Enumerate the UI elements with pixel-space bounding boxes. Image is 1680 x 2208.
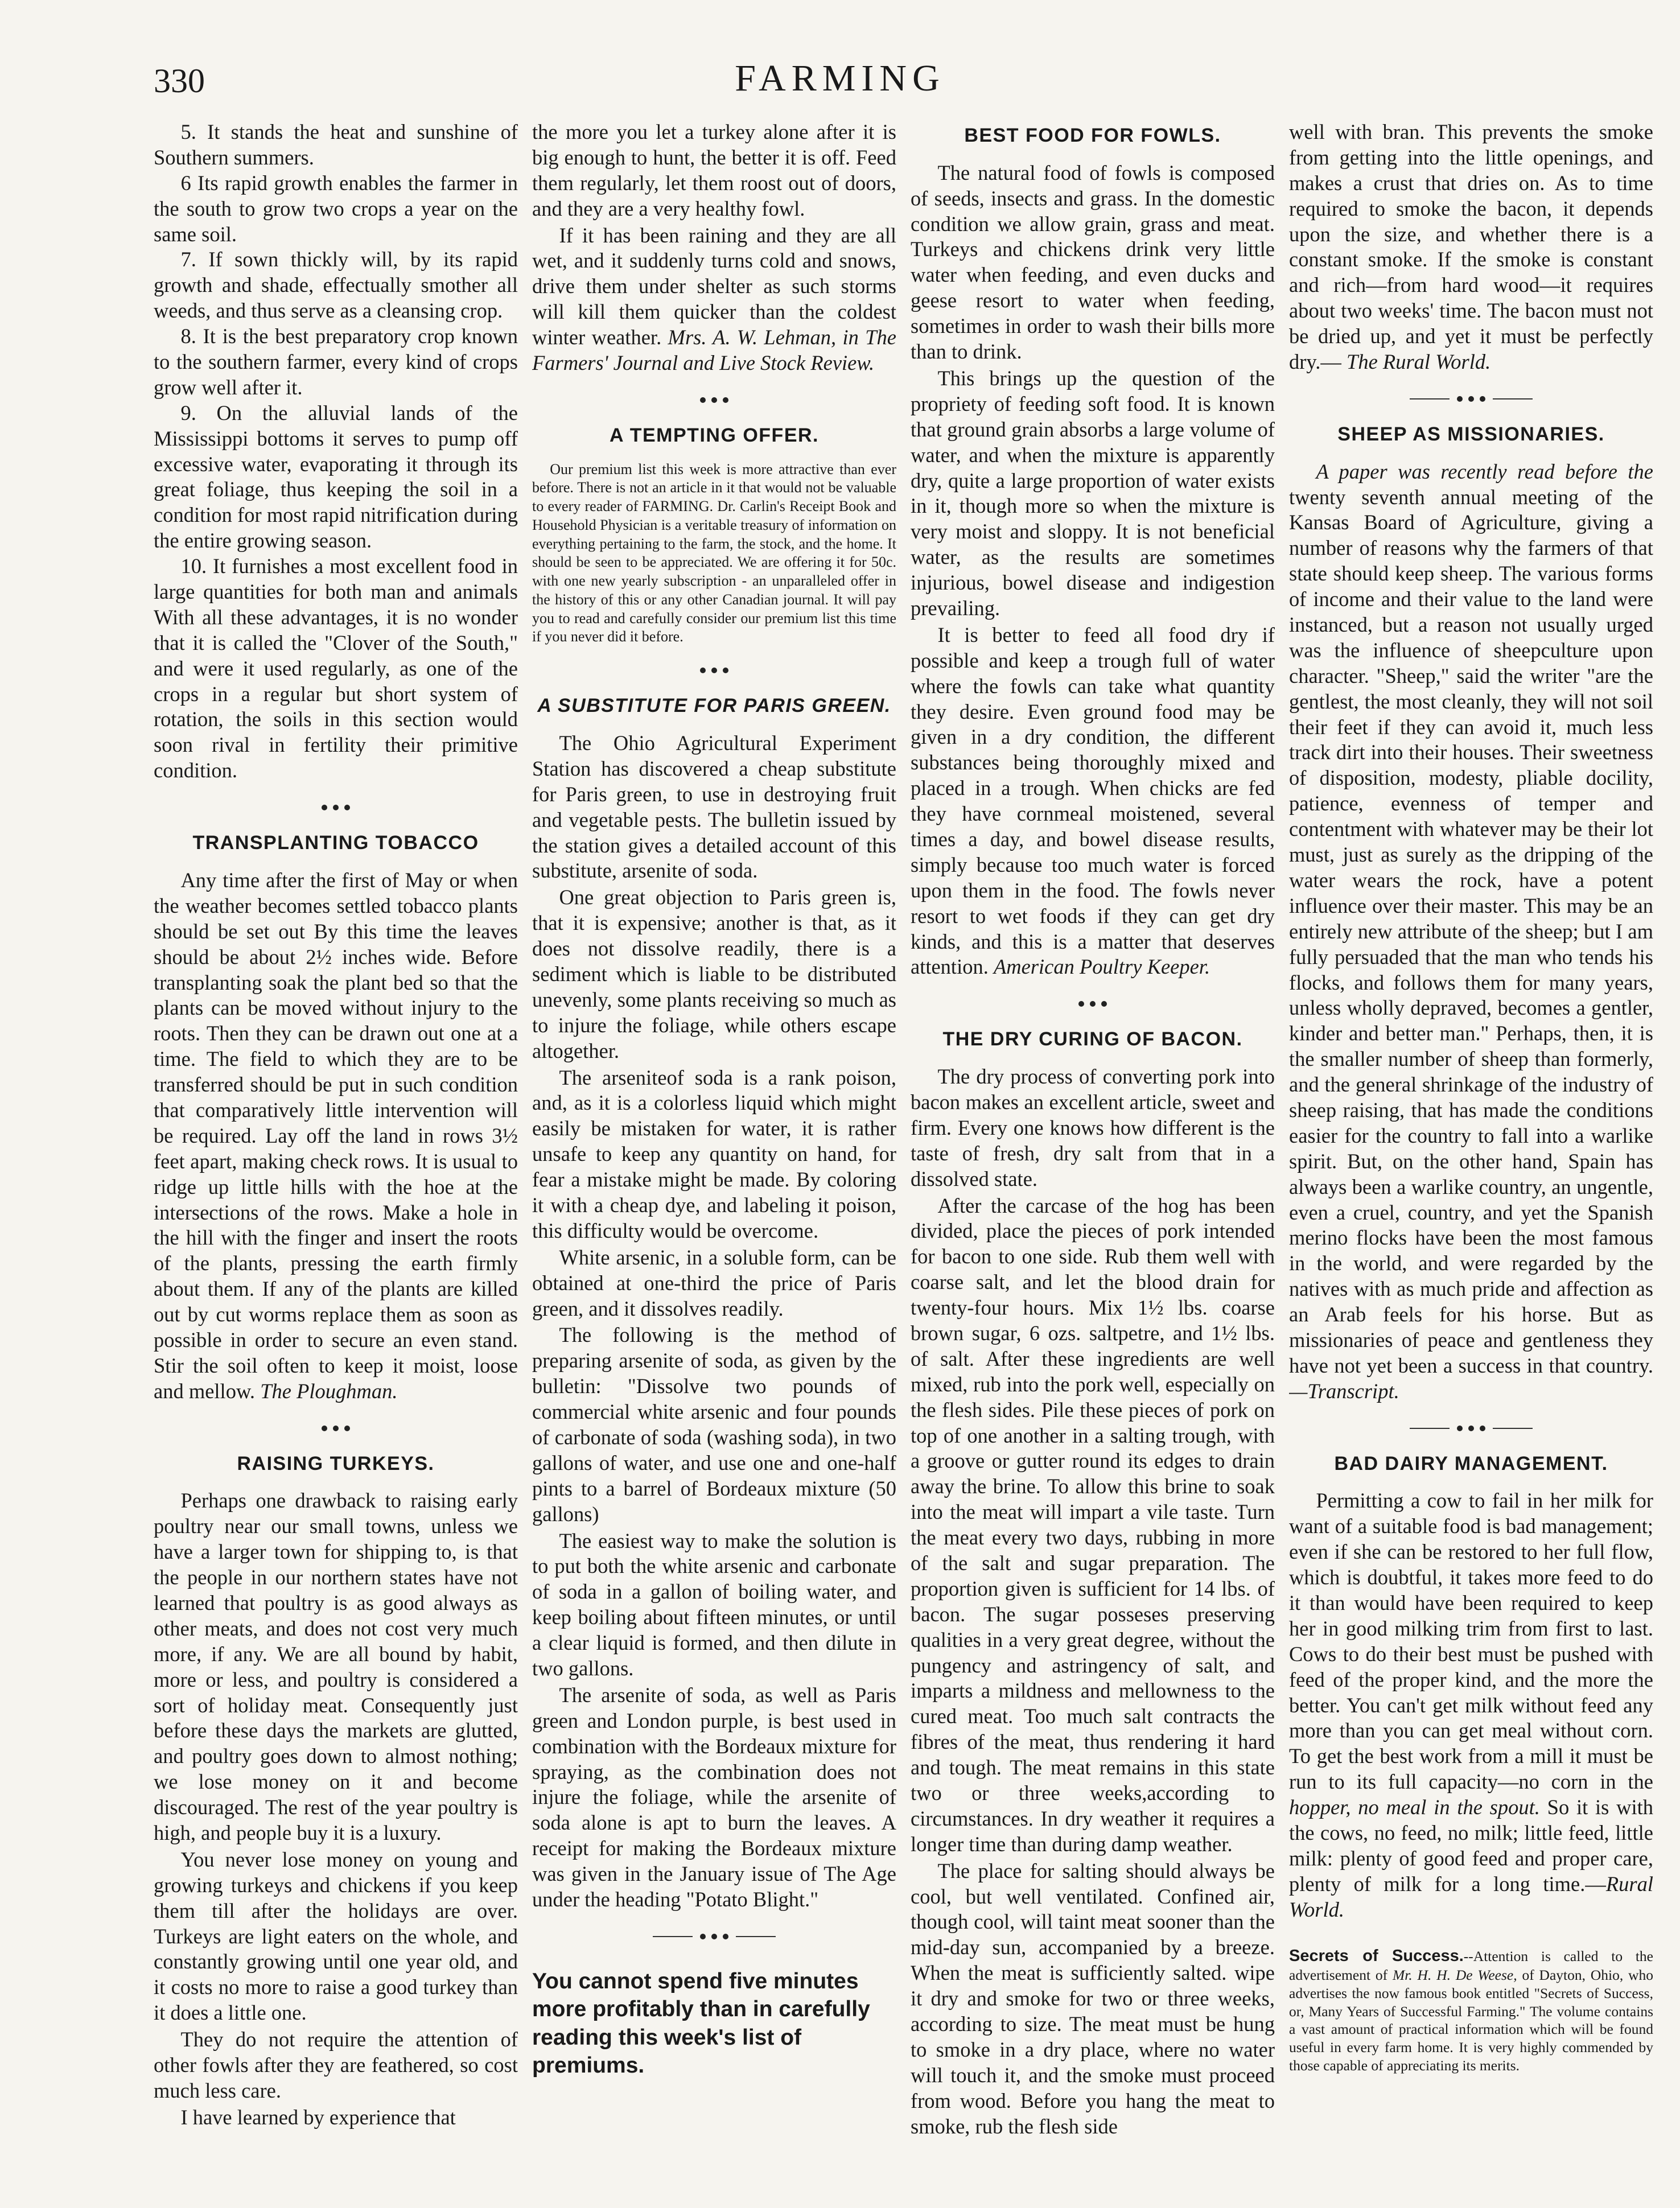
list-item: 6 Its rapid growth enables the farmer in the south to grow two crops a year on the same soil. xyxy=(154,171,518,246)
article-paragraph: The arseniteof soda is a rank poison, and, as it is a colorless liquid which might easily be mistaken for water, it is rather unsafe to keep any quantity on hand, for fear a mistake might be made. By coloring it with a cheap dye, and labeling it poison, this difficulty would be overcome. xyxy=(532,1065,896,1242)
secrets-of-success-note xyxy=(1289,1946,1653,2075)
article-credit: Rural World. xyxy=(1289,1872,1653,1921)
page-number: 330 xyxy=(154,62,205,100)
section-separator xyxy=(532,660,896,678)
column-3 xyxy=(911,120,1275,2162)
article-text: Any time after the first of May or when the weather becomes settled tobacco plants should be set out By this time the leaves should be about 2½ inches wide. Before transplanting soak the plant bed so that the plants can be moved without injury to the roots. Then they can be drawn out one at a time. The field to which they are to be transferred should be put in such condition that comparatively little intervention will be required. Lay off the land in rows 3½ feet apart, making check rows. It is usual to ridge up little hills with the hoe at the intersections of the rows. Make a hole in the hill with the finger and insert the roots of the plants, pressing the earth firmly about them. If any of the plants are killed out by cut worms replace them as soon as possible in order to secure an even stand. Stir the soil often to keep it moist, loose and mellow. xyxy=(154,868,518,1403)
note-lead: Secrets of Success. xyxy=(1289,1946,1464,1965)
article-paragraph xyxy=(1289,120,1653,375)
article-paragraph: They do not require the attention of other fowls after they are feathered, so cost much less care. xyxy=(154,2028,518,2102)
section-separator xyxy=(154,1418,518,1436)
article-intro: A paper was recently read before the xyxy=(1316,459,1653,483)
article-paragraph: This brings up the question of the propriety of feeding soft food. It is known that ground grain absorbs a large volume of water, and when the mixture is apparently dry, quite a large proportion of water exists in it, though more so when the mixture is very moist and sloppy. It is not beneficial water, as the results are sometimes injurious, bowel disease and indigestion prevailing. xyxy=(911,366,1275,620)
page-header xyxy=(0,0,1680,114)
article-text: twenty seventh annual meeting of the Kansas Board of Agriculture, giving a number of reasons why the farmers of that state should keep sheep. The various forms of income and their value to the land were instanced, but a reason not usually urged was the influence of sheepculture upon character. "Sheep," said the writer "are the gentlest, the most cleanly, they will not soil their feet if they can avoid it, much less track dirt into their houses. Their sweetness of disposition, modesty, pliable docility, patience, evenness of temper and contentment with whatever may be their lot must, just as surely as the dripping of the water wears the rock, have a potent influence over their master. This may be an entirely new attribute of the sheep; but I am fully persuaded that the man who tends his flocks, and follows them for many years, unless wholly depraved, becomes a gentler, kinder and better man." Perhaps, then, it is the smaller number of sheep than formerly, and the general shrinkage of the industry of sheep raising, that has made the conditions easier for the country to fall into a warlike spirit. But, on the other hand, Spain has always been a warlike country, an ungentle, even a cruel, country, and yet the Spanish merino flocks have been the most famous in the world, and were regarded by the natives with as much pride and affection as an Arab feels for his horse. But as missionaries of peace and gentleness they have not yet been a success in that country. xyxy=(1289,485,1653,1377)
article-text: well with bran. This prevents the smoke from getting into the little openings, and makes a crust that dries on. As to time required to smoke the bacon, it depends upon the size, and whether there is a constant smoke. If the smoke is constant and rich—from hard wood—it requires about two weeks' time. The bacon must not be dried up, and yet it must be perfectly dry.— xyxy=(1289,120,1653,374)
list-item: 8. It is the best preparatory crop known to the southern farmer, every kind of crops grow well after it. xyxy=(154,324,518,399)
article-paragraph xyxy=(1289,459,1653,1404)
article-credit: The Ploughman. xyxy=(260,1379,398,1403)
article-paragraph: After the carcase of the hog has been divided, place the pieces of pork intended for bacon to one side. Rub them well with coarse salt, and let the blood drain for twenty-four hours. Mix 1½ lbs. coarse brown sugar, 6 ozs. saltpetre, and 1½ lbs. of salt. After these ingredients are well mixed, rub into the pork well, especially on the flesh sides. Pile these pieces of pork on top of one another in a salting trough, with a groove or gutter round its edges to drain away the brine. To allow this brine to soak into the meat will impart a vile taste. Turn the meat every two days, rubbing in more of the salt and sugar preparation. The proportion given is sufficient for 14 lbs. of bacon. The sugar posseses preserving qualities in a very great degree, without the pungency and astringency of salt, and imparts a mildness and mellowness to the cured meat. Too much salt contracts the fibres of the meat, thus rendering it hard and tough. The meat remains in this state two or three weeks,according to circumstances. In dry weather it requires a longer time than during damp weather. xyxy=(911,1193,1275,1856)
article-italic-text: hopper, no meal in the spout. xyxy=(1289,1795,1540,1819)
article-paragraph: White arsenic, in a soluble form, can be obtained at one-third the price of Paris green, and it dissolves readily. xyxy=(532,1245,896,1320)
premium-promo: You cannot spend five minutes more profitably than in carefully reading this week's list of premiums. xyxy=(532,1968,870,2078)
article-paragraph: The following is the method of preparing arsenite of soda, as given by the bulletin: "Dissolve two pounds of commercial white arsenic and four pounds of carbonate of soda (washing soda), in two gallons of water, and use one and one-half pints to a barrel of Bordeaux mixture (50 gallons) xyxy=(532,1323,896,1526)
column-4 xyxy=(1289,120,1653,2162)
article-credit: Mrs. A. W. Lehman, in The Farmers' Journal and Live Stock Review. xyxy=(532,326,896,375)
article-paragraph: The natural food of fowls is composed of seeds, insects and grass. In the domestic condition we allow grain, grass and meat. Turkeys and chickens drink very little water when feeding, and even ducks and geese resort to water when feeding, sometimes in order to wash their bills more than to drink. xyxy=(911,160,1275,364)
article-heading: TRANSPLANTING TOBACCO xyxy=(192,832,479,854)
list-item: 10. It furnishes a most excellent food in large quantities for both man and animals With all these advantages, it is no wonder that it is called the "Clover of the South," and were it used regularly, as one of the crops in a regular but short system of rotation, the soils in this section would soon rival in fertility their primitive condition. xyxy=(154,554,518,782)
list-item: 9. On the alluvial lands of the Mississippi bottoms it serves to pump off excessive water, evaporating it through its great foliage, thus keeping the soil in a condition for most rapid nitrification during the entire growing season. xyxy=(154,401,518,553)
section-separator xyxy=(1289,1418,1653,1436)
article-paragraph: The Ohio Agricultural Experiment Station has discovered a cheap substitute for Paris green, to use in destroying fruit and vegetable pests. The bulletin issued by the station gives a detailed account of this substitute, arsenite of soda. xyxy=(532,731,896,883)
section-separator xyxy=(154,797,518,815)
article-text: It is better to feed all food dry if possible and keep a trough full of water where the fowls can take what quantity they desire. Even ground food may be given in a dry condition, the different substances being thoroughly mixed and placed in a trough. When chicks are fed they have cornmeal moistened, several times a day, and bowel disease results, simply because too much water is forced upon them in the food. The fowls never resort to wet foods if they can get dry kinds, and this is a matter that deserves attention. xyxy=(911,623,1275,979)
article-heading: SHEEP AS MISSIONARIES. xyxy=(1337,423,1605,445)
note-text: --Attention is called to the advertisement of xyxy=(1289,1947,1653,1983)
article-paragraph: The dry process of converting pork into bacon makes an excellent article, sweet and firm. Every one knows how different is the taste of fresh, dry salt from that in a dissolved state. xyxy=(911,1065,1275,1190)
note-text: of Dayton, Ohio, who advertises the now famous book entitled "Secrets of Success, or, Many Years of Successful Farming." The volume contains a vast amount of practical information which will be found useful in every farm home. It is very highly commended by those capable of appreciating its merits. xyxy=(1289,1966,1653,2074)
article-heading: BEST FOOD FOR FOWLS. xyxy=(964,125,1221,146)
article-heading: A TEMPTING OFFER. xyxy=(609,424,819,446)
article-paragraph xyxy=(911,623,1275,980)
article-text: So it is with the cows, no feed, no milk; little feed, little milk: plenty of good feed and proper care, plenty of milk for a long time.— xyxy=(1289,1795,1653,1896)
article-heading: A SUBSTITUTE FOR PARIS GREEN. xyxy=(537,695,891,717)
article-paragraph xyxy=(1289,1488,1653,1922)
section-separator xyxy=(532,1926,896,1945)
article-paragraph xyxy=(532,223,896,376)
article-heading: THE DRY CURING OF BACON. xyxy=(942,1028,1243,1051)
column-2 xyxy=(532,120,896,2162)
note-name: Mr. H. H. De Weese, xyxy=(1392,1966,1517,1983)
column-1 xyxy=(154,120,518,2162)
article-paragraph: The easiest way to make the solution is to put both the white arsenic and carbonate of soda in a gallon of boiling water, and keep boiling about fifteen minutes, or until a clear liquid is formed, and then dilute in two gallons. xyxy=(532,1529,896,1680)
article-paragraph: Perhaps one drawback to raising early poultry near our small towns, unless we have a larger town for shipping to, is that the people in our northern states have not learned that poultry is as good always as other meats, and does not cost very much more, if any. We are all bound by habit, more or less, and poultry is considered a sort of holiday meat. Consequently just before these days the markets are glutted, and poultry goes down to almost nothing; we lose money on it and become discouraged. The rest of the year poultry is high, and people buy it is a luxury. xyxy=(154,1489,518,1844)
article-paragraph xyxy=(154,868,518,1404)
article-heading: RAISING TURKEYS. xyxy=(237,1452,435,1474)
article-credit: —Transcript. xyxy=(1289,1379,1399,1403)
section-separator xyxy=(532,390,896,408)
running-title: FARMING xyxy=(735,57,945,99)
article-credit: American Poultry Keeper. xyxy=(993,955,1210,979)
article-paragraph: One great objection to Paris green is, that it is expensive; another is that, as it does not dissolve readily, there is a sediment which is liable to be distributed unevenly, some plants receiving so much as to injure the foliage, while others escape altogether. xyxy=(532,885,896,1062)
article-paragraph: You never lose money on young and growing turkeys and chickens if you keep them till after the holidays are over. Turkeys are light eaters on the whole, and constantly growing until one year old, and it costs no more to raise a good turkey than it does a little one. xyxy=(154,1847,518,2025)
article-credit: The Rural World. xyxy=(1347,350,1491,374)
offer-text-block xyxy=(532,460,896,647)
article-paragraph: The arsenite of soda, as well as Paris green and London purple, is best used in combination with the Bordeaux mixture for spraying, as the combination does not injure the foliage, while the arsenite of soda alone is apt to burn the leaves. A receipt for making the Bordeaux mixture was given in the January issue of The Age under the heading "Potato Blight." xyxy=(532,1683,896,1912)
article-heading: BAD DAIRY MANAGEMENT. xyxy=(1334,1452,1608,1474)
article-text: Permitting a cow to fail in her milk for want of a suitable food is bad management; even if she can be restored to her full flow, which is doubtful, it takes more feed to do it than would have been required to keep her in good milking trim from first to last. Cows to do their best must be pushed with feed of the proper kind, and the more the better. You can't get milk without feed any more than you can get meal without corn. To get the best work from a mill it must be run to its full capacity—no corn in the xyxy=(1289,1489,1653,1794)
article-paragraph: The place for salting should always be cool, but well ventilated. Confined air, though cool, will taint meat sooner than the mid-day sun, accompanied by a breeze. When the meat is sufficiently salted. wipe it dry and smoke for two or three weeks, according to size. The meat must be hung to smoke in a dry place, where no water will touch it, and the smoke must proceed from wood. Before you hang the meat to smoke, rub the flesh side xyxy=(911,1859,1275,2138)
article-paragraph: I have learned by experience that xyxy=(180,2105,456,2129)
list-item: 5. It stands the heat and sunshine of Southern summers. xyxy=(154,120,518,169)
article-paragraph: the more you let a turkey alone after it is big enough to hunt, the better it is off. Feed them regularly, let them roost out of doors, and they are a very healthy fowl. xyxy=(532,120,896,220)
article-paragraph: Our premium list this week is more attractive than ever before. There is not an article in it that would not be valuable to every reader of FARMING. Dr. Carlin's Receipt Book and Household Physician is a veritable treasury of information on everything pertaining to the farm, the stock, and the home. It should be seen to be appreciated. We are offering it for 50c. with one new yearly subscription - an unparalleled offer in the history of this or any other Canadian journal. It will pay you to read and carefully consider our premium list this time if you never did it before. xyxy=(532,460,896,645)
section-separator xyxy=(911,994,1275,1012)
section-separator xyxy=(1289,389,1653,407)
list-item: 7. If sown thickly will, by its rapid growth and shade, effectually smother all weeds, and thus serve as a cleansing crop. xyxy=(154,248,518,323)
article-text: If it has been raining and they are all wet, and it suddenly turns cold and snows, drive them under shelter as such storms will kill them quicker than the coldest winter weather. xyxy=(532,223,896,349)
